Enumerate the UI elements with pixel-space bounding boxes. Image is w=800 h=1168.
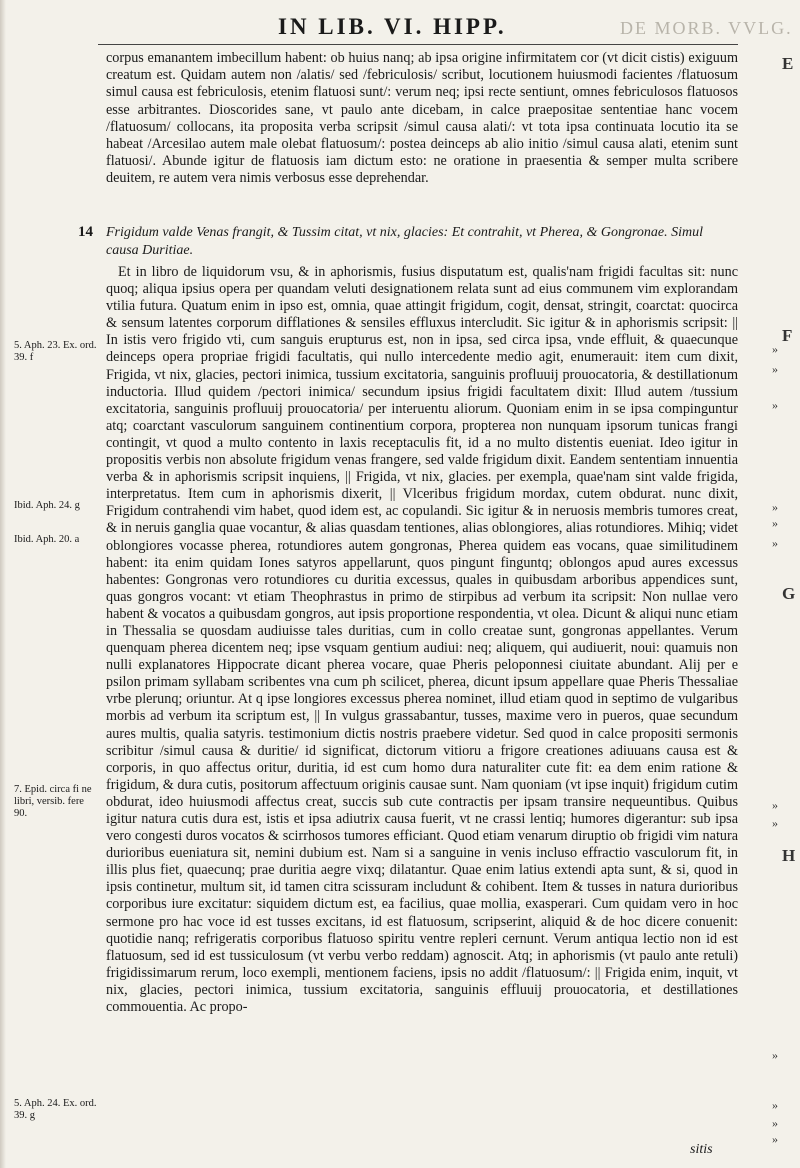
commentary-text	[106, 264, 738, 1016]
section-number: 14	[78, 224, 93, 240]
edge-letter: F	[782, 326, 793, 345]
quote-mark: »	[772, 1048, 778, 1062]
margin-note: Ibid. Aph. 20. a	[14, 534, 80, 545]
header-rule	[98, 44, 738, 45]
quote-mark: »	[772, 398, 778, 412]
quote-mark: »	[772, 816, 778, 830]
section-heading: Frigidum valde Venas frangit, & Tussim citat, vt nix, glacies: Et contrahit, vt Pherea, & Gongronae. Simul causa Duritiae.	[106, 225, 704, 258]
edge-letter: H	[782, 846, 796, 865]
catchword: sitis	[690, 1142, 713, 1157]
bleed-through-text: DE MORB. VVLG.	[620, 18, 793, 38]
margin-note: 5. Aph. 24. Ex. ord. 39. g	[14, 1098, 97, 1121]
quote-mark: »	[772, 536, 778, 550]
quote-mark: »	[772, 1116, 778, 1130]
quote-mark: »	[772, 1132, 778, 1146]
quote-mark: »	[772, 362, 778, 376]
margin-note: 7. Epid. circa fi ne libri, versib. fere 90.	[14, 784, 92, 819]
commentary-paragraph: Et in libro de liquidorum vsu, & in aphorismis, fusius disputatum est, qualis'nam frigidi facultas sit: nunc quoq; aliqua ipsius opera per quandam veluti designationem relata sunt ad eius communem vim explorandam vtilia futura. Quatum enim in ipso est, omnia, quae attingit frigidum, cogit, densat, stringit, coarctat: quocirca & sensum latentes corporum difflationes & sensiles effluxus intercludit. Sic igitur & in aphorismis scripsit: || In istis vero frigido vti, cum sanguis erupturus est, non in ipsa, sed circa ipsa, vnde effluit, & quaecunque deinceps opera propriae frigidi facultatis, qui nullo intercedente medio agit, enumerauit: item cum dixit, Frigida, vt nix, glacies, pectori inimica, tussium excitatoria, sanguinis profluuij prouocatoria, & destillationum inductoria. Illud quidem /pectori inimica/ secundum ipsius frigidi facultatem dixit: Illud autem /tussium excitatoria, sanguinis profluuij prouocatoria/ per interuentu aliorum. Quoniam enim in se ipsa compinguntur atq; coarctant vasculorum sanguinem continentium corpora, propterea non nunquam ipsorum tunicas frangi contingit, vt quod a multo contento in laxis receptaculis fit, id a no multo distentis eueniat. Ideo igitur in propositis verbis non absolute frigidum venas frangere, sed valde frigidum dixit. Eandem sententiam innuentia verba & in aphorismis scripsit inquiens, || Frigida, vt nix, glacies. per exempla, quae'nam sint valde frigida, interpretatus. Item cum in aphorismis dixerit, || Vlceribus frigidum mordax, cutem obdurat. nunc dixit, Frigidum contrahendi vim habet, quod idem est, ac copulandi. Sic igitur & in neruosis membris tumores creat, & in neruis ganglia quae vocantur, & alias quasdam tentiones, alias oblongiores, alias rotundiores. Mihiq; videt oblongiores vocasse pherea, rotundiores autem gongronas, Pherea quidem eas vocans, quae similitudinem habent: ita enim quidam Iones satyros appellarunt, quos pingunt finguntq; oblongos apud aures excessus habentes: Gongronas vero rotundiores cu duritia excessus, quales in quibusdam arboribus appendices sunt, quas gongros vocant: vt etiam Theophrastus in primo de stirpibus ad verbum ita scripsit: Non nullae vero habent & vocatos a quibusdam gongros, aut ipsis proportione respondentia, vt olea. Dicunt & aliqui nunc etiam in Thessalia se quosdam audiuisse tales duritias, cum in collo creatae sunt, gongronas appellantes. Verum quenquam pherea dicentem neq; ipse vsquam gentium audiui: neq; aliquem, qui audiuerit, noui: quamuis non nulli explanatores Hippocrate dicant pherea vocare, quae Pheris peloponnesi ciuitate abundant. Alij per e psilon primam syllabam scribentes vna cum ph scilicet, pherea, dicunt ipsum appellare quae Pheris Thessaliae vrbe plerunq; oriuntur. At q ipse longiores excessus pherea nominet, illud etiam quod in septimo de vulgaribus morbis ad verbum ita scriptum est, || In vulgus grassabantur, tusses, maxime vero in pueros, quae secundum aures multis, qualia satyris. testimonium dictis nostris praebere videtur. Sed quod in calce propositi sermonis scribitur /simul causa & duritie/ id significat, dictorum vitioru a frigore creationes adiuuans causa est & corporis, in quo affectus oritur, duritia, id est cum homo dura naturaliter cute fit: ea dem enim ratione & frigidum, & dura cutis, positorum affectuum originis causae sunt. Nam quoniam (vt ipse inquit) frigidum cutim obdurat, ideo huiusmodi affectus creat, succis sub cute contractis per ipsam transire nequeuntibus. Quibus igitur natura cutis dura est, istis et ipsa adiutrix causa fuerit, vt ne crassi lentiq; humores digerantur: sub ipsa vero congesti duros vocatos & scirrhosos tumores efficiant. Quod etiam venarum diruptio ob frigidi vim natura durioribus eueniatura sit, nemini dubium est. Nam si a sanguine in venis incluso effractio vasculorum fit, in illis plus fiet, quaecunq; prae duritia aegre vixq; dilatantur. Quae enim latius extendi apta sunt, & si, quod in ipsis continetur, multum sit, id tamen citra scissuram includunt & cohibent. Item & tusses in natura durioribus corporibus iure excitatur: siquidem dictum est, ea facilius, quae mollia, exasperari. Cum quidam vero in hoc sermone pro hac voce id est tusses excitans, id est flatuosum, scripserint, aliquid & de hoc dicere conuenit: quotidie nanq; refrigeratis corporibus flatuoso spiritu ventre repleri cernunt. Verum antiqua lectio non id est flatuosum, sed id est tussiculosum (vt verbu verbo reddam) agnoscit. Atq; in aphorismis (vt paulo ante retuli) frigidissimarum rerum, loco exempli, mentionem faciens, ipsis no addit /flatuosum/: || Frigida enim, inquit, vt nix, glacies, pectori inimica, tussium excitatoria, sanguinis effluuij prouocatoria, et destillationes commouentia. Ac propo-	[106, 264, 738, 1016]
page-gutter-shadow	[0, 0, 6, 1168]
quote-mark: »	[772, 516, 778, 530]
quote-mark: »	[772, 342, 778, 356]
quote-mark: »	[772, 798, 778, 812]
edge-letter: E	[782, 54, 794, 73]
edge-letter: G	[782, 584, 796, 603]
top-paragraph-text: corpus emanantem imbecillum habent: ob huius nanq; ab ipsa origine infirmitatem cor (vt dicit cistis) exiguum creatum est. Quidam autem non /alatis/ sed /febriculosis/ scribut, locutionem huiusmodi facientes /flatuosum simul causa est febriculosis, etenim flatuosi sunt/: verum neq; ipsi recte sentiunt, omnes febriculosos flatuosos esse arbitrantes. Dioscorides sane, vt paulo ante dicebam, in calce praepositae sententiae hanc vocem /flatuosum/ collocans, ita proposita verba scripsit /simul causa alati/: vt tota ipsa continuata locutio ita se habeat /Arcesilao autem male olebat flatuosum/: postea deinceps ab alio initio /simul causa alati, etenim sunt flatuosi/. Abunde igitur de flatuosis iam dictum esto: ne oratione in praesentia & semper multa scribere deuitem, re autem vera nimis verbosus esse deprehendar.	[106, 50, 738, 187]
quote-mark: »	[772, 1098, 778, 1112]
quote-mark: »	[772, 500, 778, 514]
running-title: IN LIB. VI. HIPP.	[278, 14, 507, 39]
margin-note: 5. Aph. 23. Ex. ord. 39. f	[14, 340, 97, 363]
top-paragraph	[106, 50, 738, 188]
margin-note: Ibid. Aph. 24. g	[14, 500, 80, 511]
